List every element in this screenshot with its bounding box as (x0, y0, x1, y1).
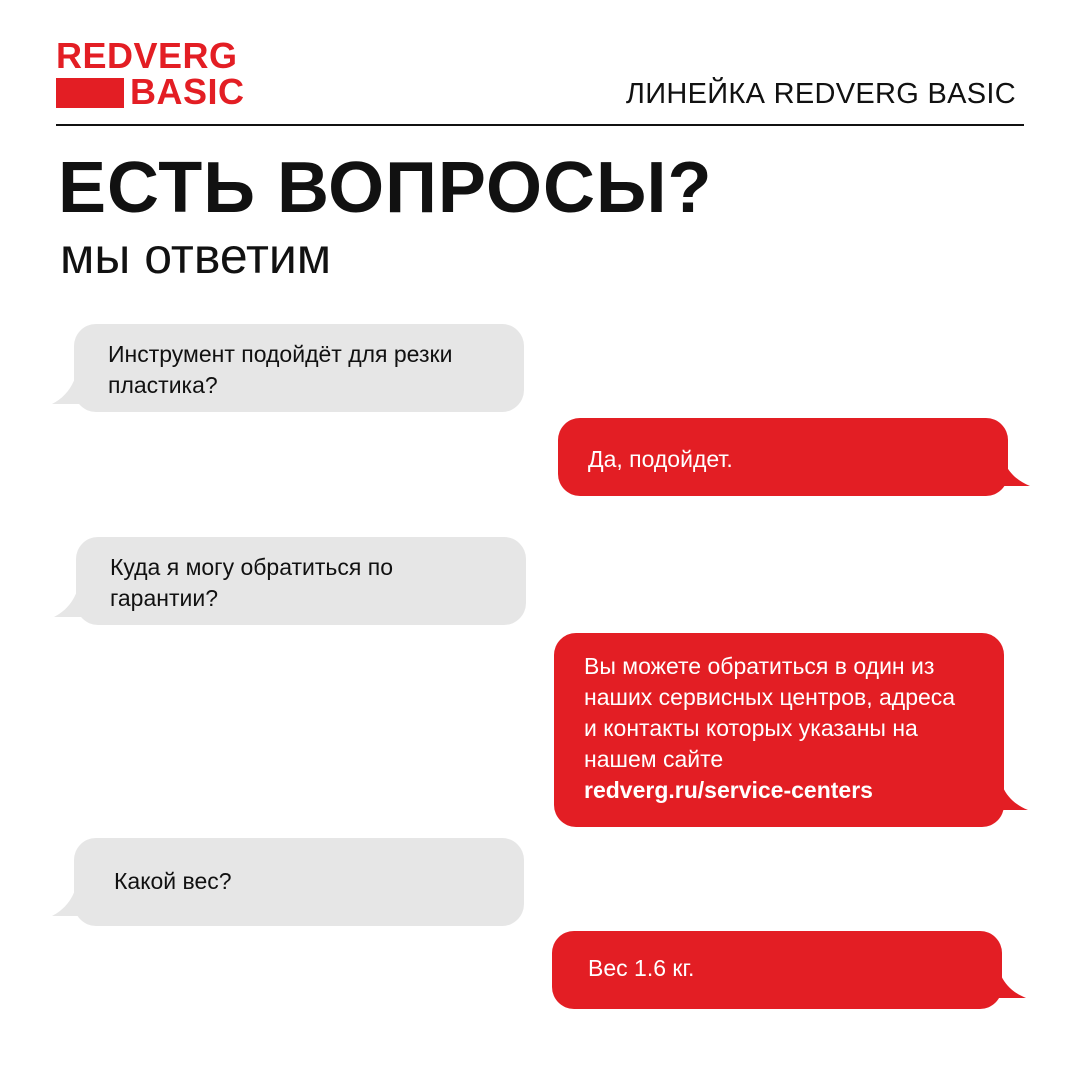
chat-message-question (74, 838, 524, 926)
message-text: Да, подойдет. (588, 446, 733, 472)
chat-message-answer (552, 931, 1002, 1009)
message-text: Вы можете обратиться в один из наших сервисных центров, адреса и контакты которых указаны на нашем сайте (584, 653, 956, 772)
message-text: Куда я могу обратиться по гарантии? (110, 554, 393, 611)
message-text: Вес 1.6 кг. (588, 955, 695, 981)
message-text: Какой вес? (114, 868, 232, 894)
series-label: ЛИНЕЙКА REDVERG BASIC (625, 78, 1016, 110)
page-title: ЕСТЬ ВОПРОСЫ? (58, 148, 713, 228)
logo-wordmark-bottom: BASIC (130, 71, 245, 112)
logo-wordmark-top: REDVERG (56, 35, 238, 76)
chat-message-question (74, 324, 524, 412)
chat-message-answer (558, 418, 1008, 496)
chat-message-answer (554, 633, 1004, 827)
message-text: Инструмент подойдёт для резки пластика? (108, 341, 453, 398)
page-subtitle: мы ответим (60, 228, 332, 284)
chat-message-question (76, 537, 526, 625)
service-centers-link[interactable]: redverg.ru/service-centers (584, 777, 873, 803)
brand-logo (56, 35, 246, 112)
logo-red-bar (56, 78, 124, 108)
header-divider (56, 124, 1024, 126)
